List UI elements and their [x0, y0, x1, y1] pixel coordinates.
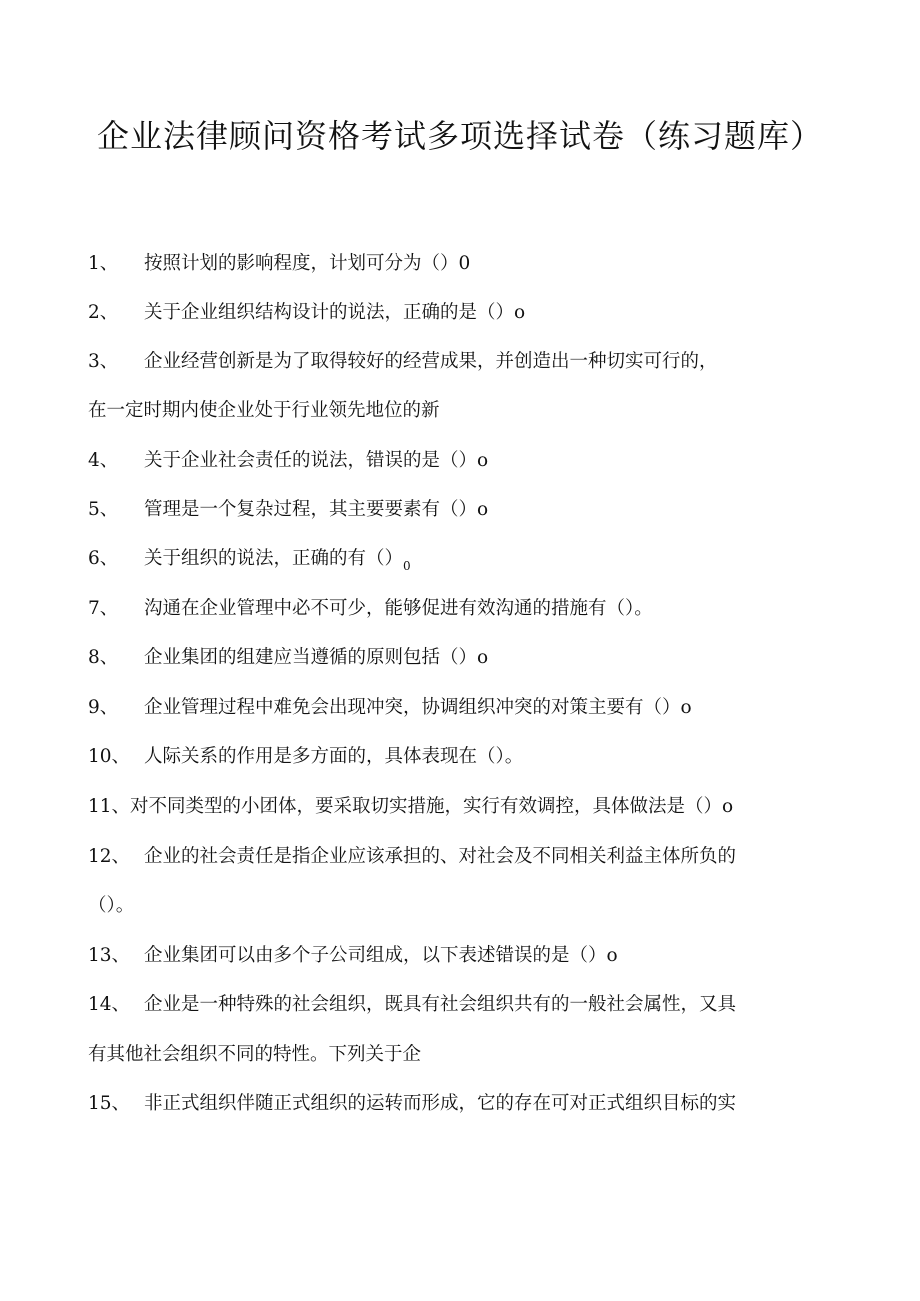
- question-text: 关于组织的说法，正确的有（）: [144, 548, 404, 569]
- question-14: [88, 991, 833, 1019]
- question-1: [88, 250, 833, 278]
- question-number: 2、: [88, 302, 119, 323]
- question-text: 管理是一个复杂过程，其主要要素有（）o: [144, 499, 489, 520]
- question-text: 人际关系的作用是多方面的，具体表现在（）。: [144, 746, 524, 767]
- question-number: 1、: [88, 253, 119, 274]
- question-text: 企业是一种特殊的社会组织，既具有社会组织共有的一般社会属性，又具: [144, 994, 737, 1015]
- question-2: [88, 299, 833, 327]
- question-text-continued: 在一定时期内使企业处于行业领先地位的新: [88, 400, 440, 421]
- question-13: [88, 942, 833, 970]
- question-6: [88, 545, 833, 580]
- question-number: 12、: [88, 846, 131, 867]
- question-10: [88, 743, 833, 771]
- question-text: 关于企业社会责任的说法，错误的是（）o: [144, 450, 489, 471]
- question-number: 13、: [88, 945, 131, 966]
- question-text-tail: 0: [403, 559, 411, 573]
- question-text: 沟通在企业管理中必不可少，能够促进有效沟通的措施有（）。: [144, 598, 653, 619]
- question-number: 9、: [88, 697, 119, 718]
- question-12-continuation: [88, 892, 833, 920]
- question-text: 企业的社会责任是指企业应该承担的、对社会及不同相关利益主体所负的: [144, 846, 737, 867]
- question-number: 3、: [88, 351, 119, 372]
- question-text-continued: 有其他社会组织不同的特性。下列关于企: [88, 1044, 422, 1065]
- question-number: 5、: [88, 499, 119, 520]
- question-number: 8、: [88, 647, 119, 668]
- question-text: 对不同类型的小团体，要采取切实措施，实行有效调控，具体做法是（）o: [130, 796, 734, 817]
- question-number: 7、: [88, 598, 119, 619]
- question-text-continued: （）。: [88, 895, 135, 916]
- question-3-continuation: [88, 397, 833, 425]
- question-number: 10、: [88, 746, 131, 767]
- question-number: 14、: [88, 994, 131, 1015]
- question-4: [88, 447, 833, 475]
- question-12: [88, 843, 833, 871]
- question-number: 11、: [88, 796, 131, 817]
- question-number: 6、: [88, 548, 119, 569]
- question-text: 企业管理过程中难免会出现冲突，协调组织冲突的对策主要有（）o: [144, 697, 692, 718]
- question-9: [88, 694, 833, 722]
- question-text: 企业集团可以由多个子公司组成，以下表述错误的是（）o: [144, 945, 618, 966]
- question-number: 15、: [88, 1093, 131, 1114]
- question-5: [88, 496, 833, 524]
- question-11: [88, 793, 833, 821]
- question-8: [88, 644, 833, 672]
- question-text: 关于企业组织结构设计的说法，正确的是（）o: [144, 302, 526, 323]
- question-text: 企业集团的组建应当遵循的原则包括（）o: [144, 647, 489, 668]
- question-text: 企业经营创新是为了取得较好的经营成果，并创造出一种切实可行的，: [144, 351, 718, 372]
- question-15: [88, 1090, 833, 1118]
- page-title: 企业法律顾问资格考试多项选择试卷（练习题库）: [96, 117, 823, 155]
- question-text: 按照计划的影响程度，计划可分为（）0: [144, 253, 471, 274]
- question-number: 4、: [88, 450, 119, 471]
- question-7: [88, 595, 833, 623]
- question-14-continuation: [88, 1041, 833, 1069]
- question-text: 非正式组织伴随正式组织的运转而形成，它的存在可对正式组织目标的实: [144, 1093, 737, 1114]
- question-3: [88, 348, 833, 376]
